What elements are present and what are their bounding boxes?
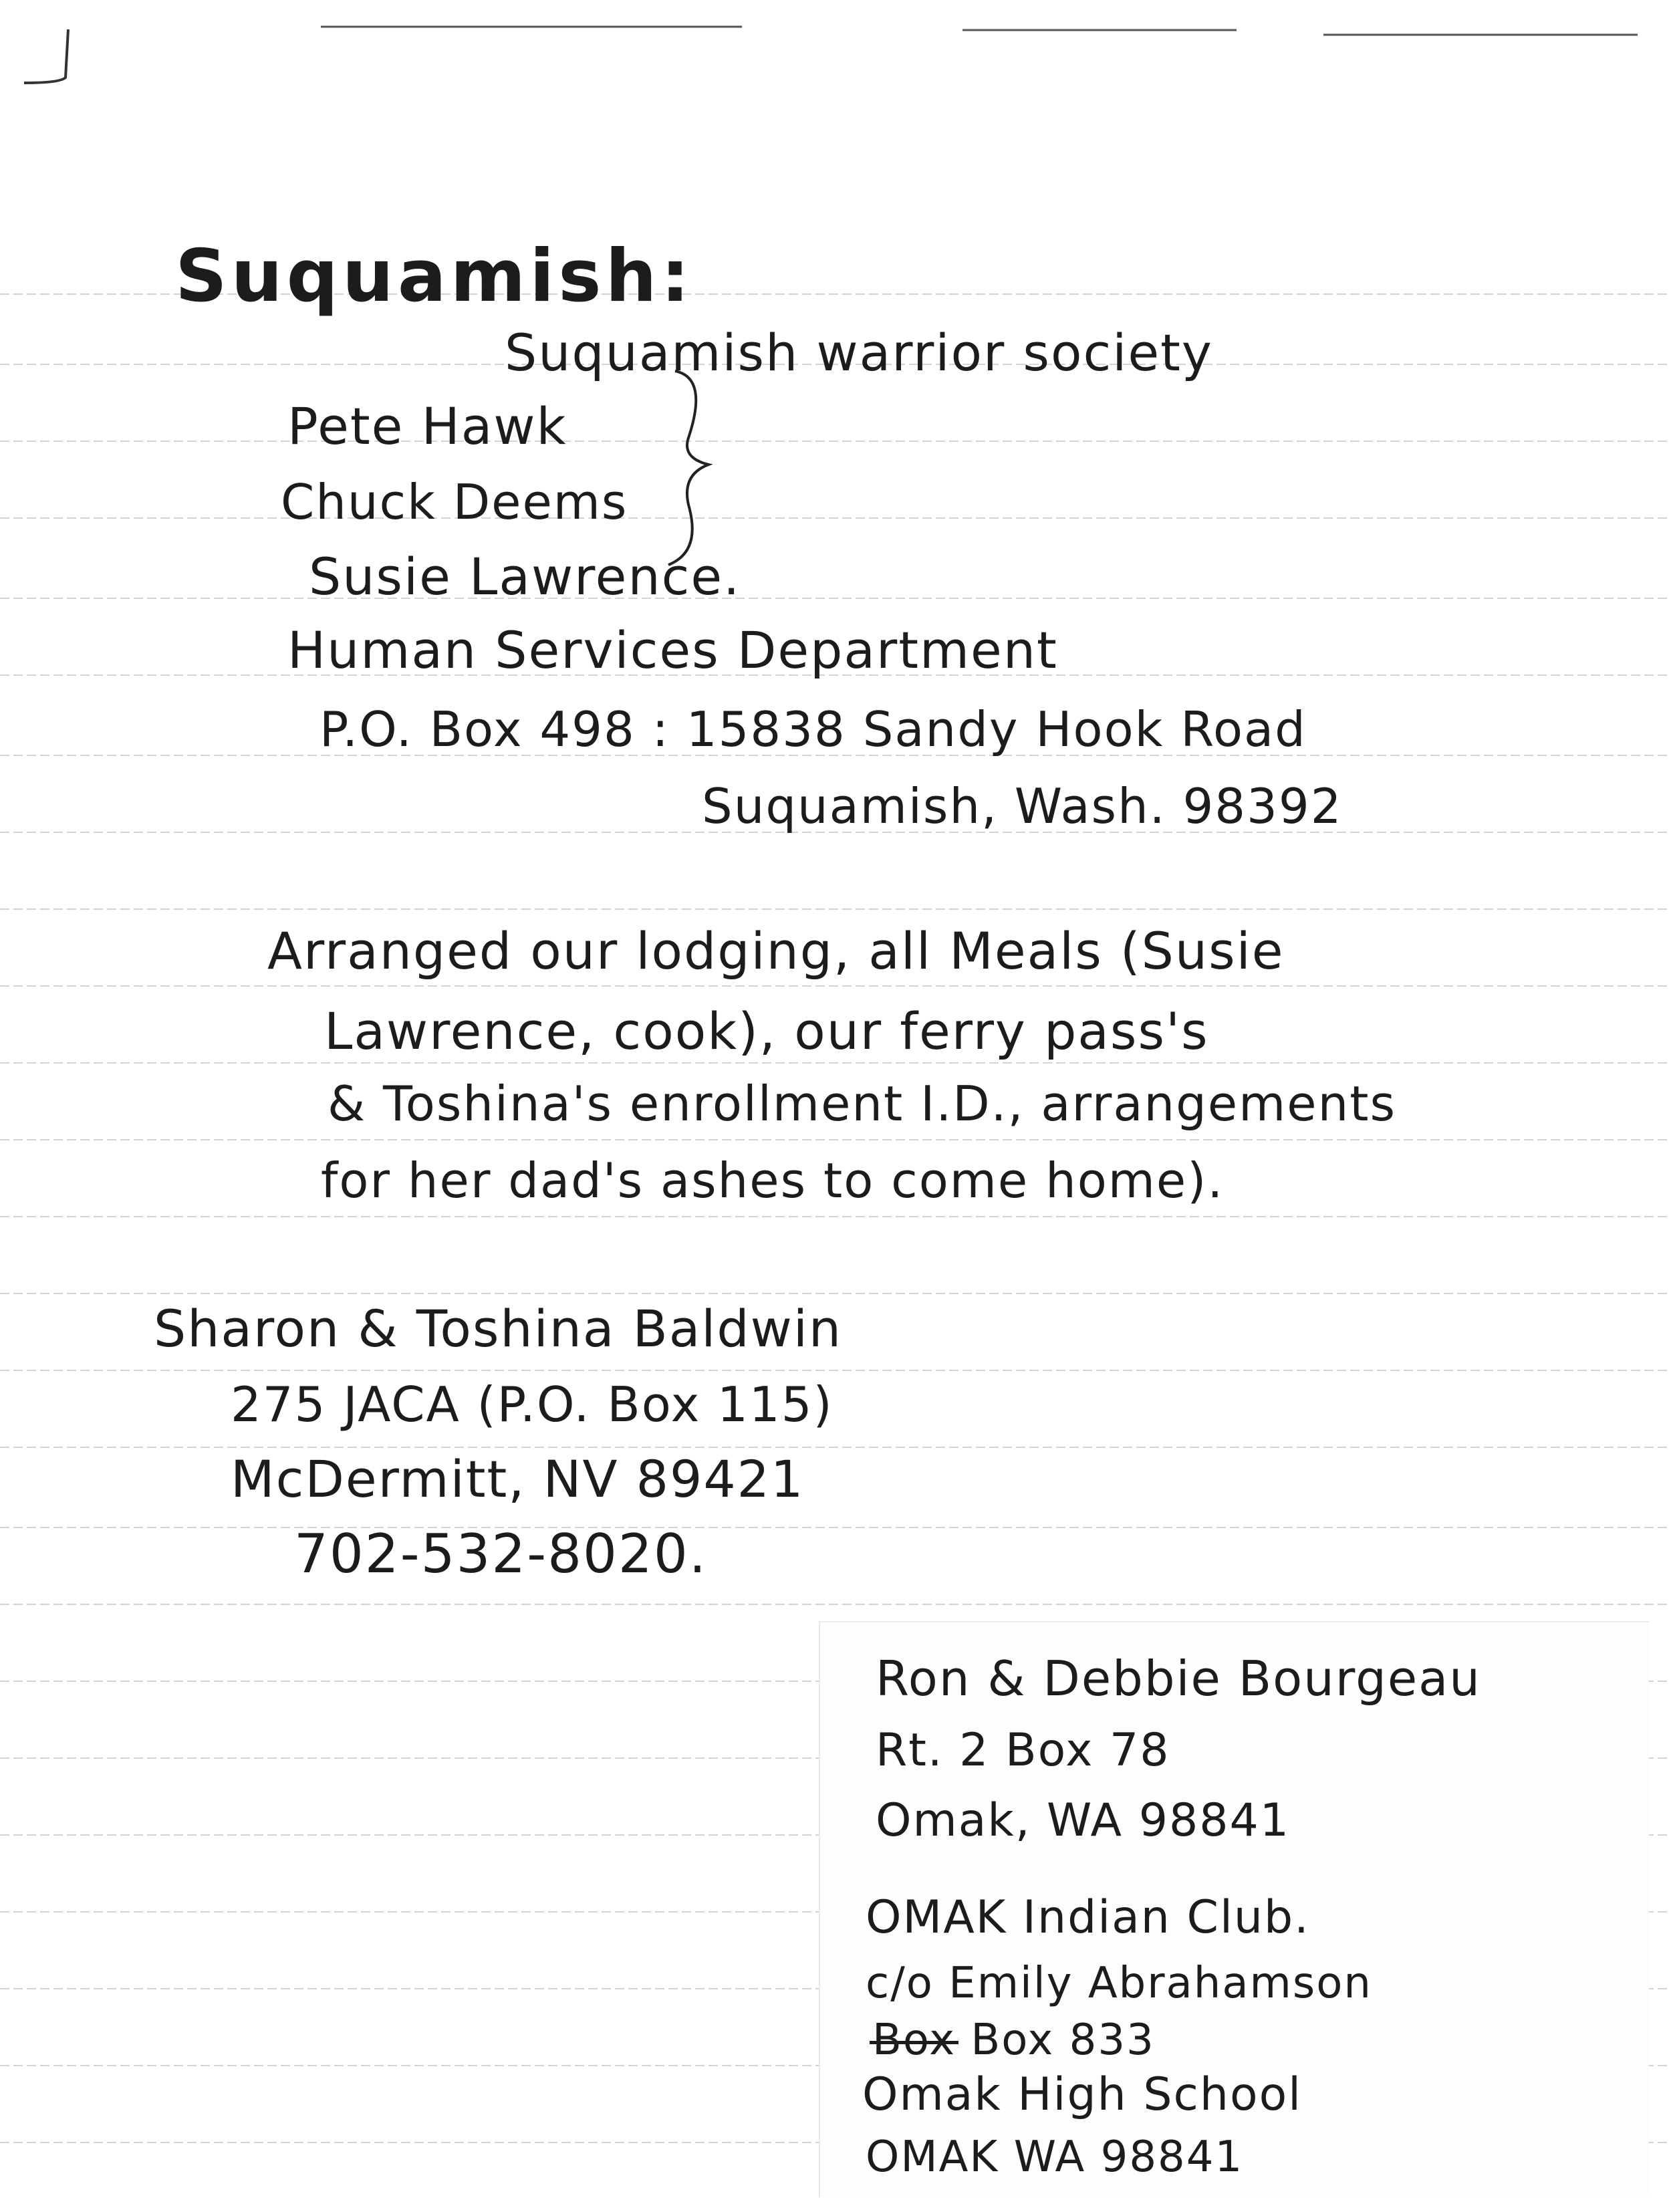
corner-mark	[20, 27, 74, 87]
contact-name: Sharon & Toshina Baldwin	[154, 1299, 843, 1358]
address-line: Rt. 2 Box 78	[876, 1724, 1170, 1777]
contact-name: Ron & Debbie Bourgeau	[876, 1650, 1481, 1707]
school-name: Omak High School	[862, 2068, 1303, 2121]
care-of-line: c/o Emily Abrahamson	[866, 1959, 1372, 2008]
bracket-mark	[662, 364, 715, 572]
struck-word: Box	[872, 2015, 956, 2065]
phone-number: 702-532-8020.	[294, 1523, 708, 1585]
page-title: Suquamish:	[175, 235, 694, 318]
address-line: Suquamish, Wash. 98392	[702, 778, 1343, 834]
note-line: Arranged our lodging, all Meals (Susie	[267, 921, 1285, 981]
organization-name: Suquamish warrior society	[505, 323, 1213, 382]
note-line: Lawrence, cook), our ferry pass's	[324, 1001, 1209, 1061]
department-name: Human Services Department	[287, 620, 1058, 680]
contact-name: Susie Lawrence.	[309, 547, 741, 606]
box-number: Box 833	[971, 2015, 1155, 2065]
contact-name: Chuck Deems	[281, 474, 628, 530]
contact-name: Pete Hawk	[287, 396, 567, 456]
address-line: McDermitt, NV 89421	[231, 1449, 805, 1509]
address-line: Omak, WA 98841	[876, 1794, 1291, 1847]
club-name: OMAK Indian Club.	[866, 1891, 1310, 1944]
address-line: P.O. Box 498 : 15838 Sandy Hook Road	[319, 701, 1307, 757]
address-line: OMAK WA 98841	[866, 2132, 1244, 2182]
note-line: for her dad's ashes to come home).	[321, 1152, 1225, 1209]
address-line: 275 JACA (P.O. Box 115)	[231, 1376, 833, 1433]
address-line	[872, 2015, 1155, 2065]
note-line: & Toshina's enrollment I.D., arrangements	[328, 1076, 1396, 1132]
